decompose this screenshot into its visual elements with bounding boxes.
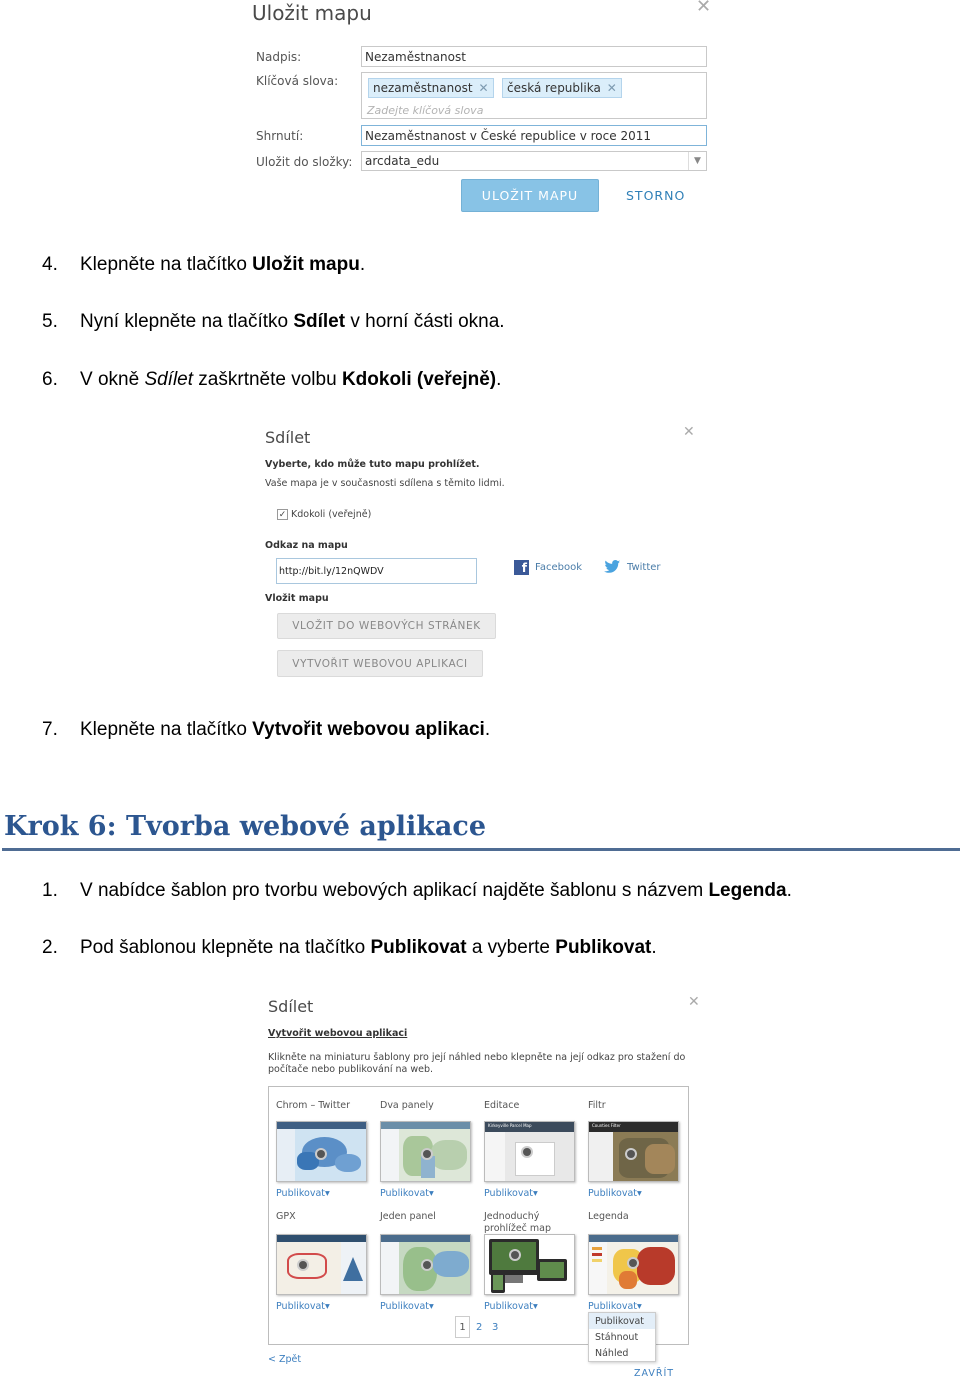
- cancel-button[interactable]: STORNO: [626, 188, 686, 203]
- everyone-checkbox[interactable]: ✓: [278, 509, 287, 519]
- template-thumbnail[interactable]: [588, 1234, 679, 1295]
- who-description: Vaše mapa je v současnosti sdílena s těmito lidmi.: [265, 478, 505, 489]
- template-name: Filtr: [588, 1100, 606, 1111]
- save-map-button[interactable]: ULOŽIT MAPU: [461, 179, 599, 212]
- template-name: Chrom – Twitter: [276, 1100, 351, 1111]
- section-heading: Krok 6: Tvorba webové aplikace: [4, 811, 487, 842]
- who-heading: Vyberte, kdo může tuto mapu prohlížet.: [265, 459, 480, 470]
- step-item: 7. Klepněte na tlačítko Vytvořit webovou aplikaci.: [42, 719, 491, 740]
- title-input[interactable]: [361, 46, 707, 67]
- page-link[interactable]: 3: [492, 1322, 499, 1333]
- gallery-description: počítače nebo publikování na web.: [268, 1064, 434, 1075]
- keyword-tag: nezaměstnanost ✕: [368, 78, 494, 98]
- close-icon[interactable]: ✕: [683, 424, 695, 440]
- embed-label: Vložit mapu: [265, 593, 329, 604]
- heading-rule: [2, 848, 960, 851]
- save-map-dialog: [248, 0, 718, 222]
- publish-dropdown[interactable]: Publikovat▾: [276, 1188, 330, 1199]
- twitter-icon: [604, 560, 621, 574]
- publish-dropdown[interactable]: Publikovat▾: [380, 1301, 434, 1312]
- title-input-value: Nezaměstnanost: [365, 49, 466, 64]
- everyone-label: Kdokoli (veřejně): [291, 509, 372, 520]
- create-web-app-button[interactable]: VYTVOŘIT WEBOVOU APLIKACI: [277, 650, 483, 677]
- close-button[interactable]: ZAVŘÍT: [634, 1368, 675, 1379]
- publish-dropdown[interactable]: Publikovat▾: [588, 1188, 642, 1199]
- title-label: Nadpis:: [256, 50, 302, 64]
- keywords-label: Klíčová slova:: [256, 74, 339, 88]
- summary-label: Shrnutí:: [256, 129, 304, 143]
- template-gallery: [268, 1086, 689, 1345]
- template-name: Jeden panel: [380, 1211, 436, 1222]
- step-item: 4. Klepněte na tlačítko Uložit mapu.: [42, 254, 366, 275]
- remove-tag-icon[interactable]: ✕: [478, 81, 489, 95]
- publish-dropdown[interactable]: Publikovat▾: [276, 1301, 330, 1312]
- twitter-link[interactable]: Twitter: [604, 560, 661, 574]
- template-thumbnail[interactable]: [484, 1234, 575, 1295]
- dialog-title: Sdílet: [265, 428, 311, 447]
- gallery-subtitle: Vytvořit webovou aplikaci: [268, 1028, 408, 1039]
- template-name: Jednoduchý prohlížeč map: [484, 1211, 552, 1234]
- publish-menu: [588, 1312, 656, 1362]
- template-thumbnail[interactable]: [484, 1121, 575, 1182]
- close-icon[interactable]: ✕: [696, 0, 712, 17]
- keyword-tag: česká republika ✕: [502, 78, 622, 98]
- link-label: Odkaz na mapu: [265, 540, 348, 551]
- template-thumbnail[interactable]: [380, 1234, 471, 1295]
- facebook-link[interactable]: f Facebook: [514, 560, 582, 575]
- dialog-title: Uložit mapu: [252, 1, 372, 25]
- menu-item-publish[interactable]: Publikovat: [589, 1313, 655, 1329]
- keywords-placeholder: Zadejte klíčová slova: [367, 104, 484, 117]
- step-item: 2. Pod šablonou klepněte na tlačítko Publikovat a vyberte Publikovat.: [42, 937, 657, 958]
- facebook-icon: f: [514, 560, 529, 575]
- publish-dropdown[interactable]: Publikovat▾: [484, 1188, 538, 1199]
- page-link-current[interactable]: 1: [455, 1316, 470, 1338]
- template-name: Legenda: [588, 1211, 629, 1222]
- thumb-caption: Kirkeyville Parcel Map: [488, 1123, 532, 1128]
- keywords-input[interactable]: [361, 72, 707, 119]
- step-item: 5. Nyní klepněte na tlačítko Sdílet v horní části okna.: [42, 311, 505, 332]
- share-dialog: [262, 420, 702, 684]
- remove-tag-icon[interactable]: ✕: [606, 81, 617, 95]
- gallery-description: Klikněte na miniaturu šablony pro její náhled nebo klepněte na její odkaz pro stažení do: [268, 1052, 686, 1063]
- step-item: 6. V okně Sdílet zaškrtněte volbu Kdokoli (veřejně).: [42, 369, 502, 390]
- publish-dropdown[interactable]: Publikovat▾: [484, 1301, 538, 1312]
- chevron-down-icon: ▼: [688, 152, 706, 170]
- template-thumbnail[interactable]: [276, 1234, 367, 1295]
- menu-item-download[interactable]: Stáhnout: [595, 1331, 639, 1343]
- folder-select-value: arcdata_edu: [365, 154, 440, 168]
- dialog-title: Sdílet: [268, 997, 314, 1016]
- summary-input-value: Nezaměstnanost v České republice v roce 2011: [365, 128, 651, 143]
- page-link[interactable]: 2: [476, 1322, 483, 1333]
- link-input-value: http://bit.ly/12nQWDV: [279, 566, 384, 577]
- publish-dropdown[interactable]: Publikovat▾: [380, 1188, 434, 1199]
- step-item: 1. V nabídce šablon pro tvorbu webových aplikací najděte šablonu s názvem Legenda.: [42, 880, 792, 901]
- menu-item-preview[interactable]: Náhled: [595, 1347, 629, 1359]
- back-link[interactable]: < Zpět: [268, 1354, 302, 1365]
- link-input[interactable]: [276, 558, 477, 584]
- template-name: GPX: [276, 1211, 296, 1222]
- thumb-caption: Counties Filter: [592, 1123, 621, 1128]
- close-icon[interactable]: ✕: [688, 994, 700, 1010]
- summary-input[interactable]: [361, 125, 707, 146]
- embed-website-button[interactable]: VLOŽIT DO WEBOVÝCH STRÁNEK: [277, 613, 496, 639]
- template-name: Dva panely: [380, 1100, 434, 1111]
- publish-dropdown-open[interactable]: Publikovat▾: [588, 1301, 642, 1312]
- template-thumbnail[interactable]: [380, 1121, 471, 1182]
- template-name: Editace: [484, 1100, 520, 1111]
- folder-select[interactable]: [361, 151, 707, 171]
- template-gallery-dialog: [264, 990, 704, 1380]
- folder-label: Uložit do složky:: [256, 155, 353, 169]
- template-thumbnail[interactable]: [588, 1121, 679, 1182]
- template-thumbnail[interactable]: [276, 1121, 367, 1182]
